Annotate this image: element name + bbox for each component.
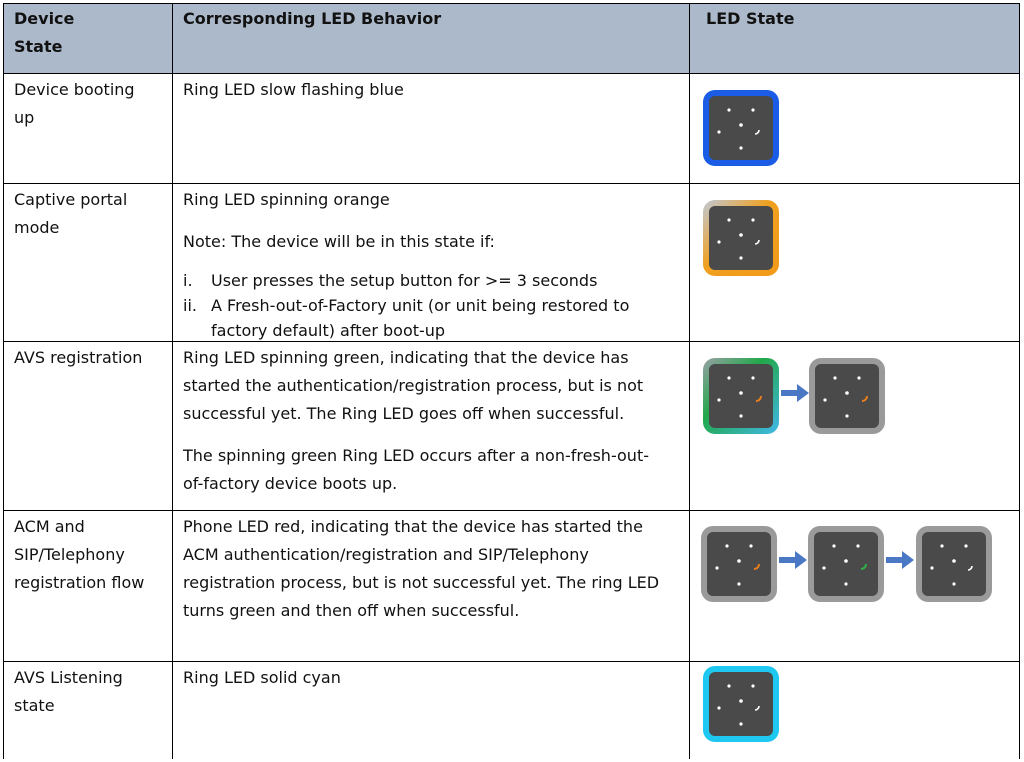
row-behavior-avs-listening: Ring LED solid cyan [183,668,341,687]
list-item: A Fresh-out-of-Factory unit (or unit being restored to [211,296,630,315]
list-item-number: ii. [183,296,197,315]
row-divider [3,73,1020,74]
table-border-left [3,3,4,759]
header-led-state: LED State [706,9,795,28]
row-divider [3,183,1020,184]
condition-list [183,268,683,338]
arrow-right-icon [886,551,914,569]
list-item: User presses the setup button for >= 3 seconds [211,271,598,290]
device-phone-led-off-icon [914,524,994,604]
table-border-top [3,3,1020,4]
table-border-right [1019,3,1020,759]
row-state-captive: Captive portal mode [14,190,128,237]
device-led-green-spinning-icon [701,356,781,436]
row-note-captive: Note: The device will be in this state if: [183,232,495,251]
device-led-blue-icon [701,88,781,168]
row-behavior-avs-registration: Ring LED spinning green, indicating that the device has started the authentication/registration process, but is not successful yet. The Ring LED goes off when successful. [183,348,644,423]
list-item-number: i. [183,271,193,290]
row-state-avs-listening: AVS Listening state [14,668,123,715]
header-led-behavior: Corresponding LED Behavior [183,9,442,28]
row-behavior-captive: Ring LED spinning orange [183,190,390,209]
table-header-row [3,3,1019,73]
row-state-acm-sip: ACM and SIP/Telephony registration flow [14,517,145,592]
row-divider [3,341,1020,342]
device-phone-led-green-icon [806,524,886,604]
row-divider [3,661,1020,662]
row-behavior-avs-registration-note: The spinning green Ring LED occurs after a non-fresh-out- of-factory device boots up. [183,446,649,493]
column-divider [172,3,173,759]
row-behavior-booting: Ring LED slow flashing blue [183,80,404,99]
list-item-continuation: factory default) after boot-up [211,321,446,340]
header-device-state: Device State [14,9,75,56]
row-state-avs-registration: AVS registration [14,348,143,367]
arrow-right-icon [779,551,807,569]
row-behavior-acm-sip: Phone LED red, indicating that the device has started the ACM authentication/registration and SIP/Telephony registration process, but is not successful yet. The ring LED turns green and then off when successful. [183,517,660,620]
column-divider [689,3,690,759]
device-phone-led-red-icon [699,524,779,604]
device-led-off-icon [807,356,887,436]
device-led-cyan-icon [701,664,781,744]
row-state-booting: Device booting up [14,80,135,127]
arrow-right-icon [781,384,809,402]
device-led-orange-spinning-icon [701,198,781,278]
row-divider [3,510,1020,511]
